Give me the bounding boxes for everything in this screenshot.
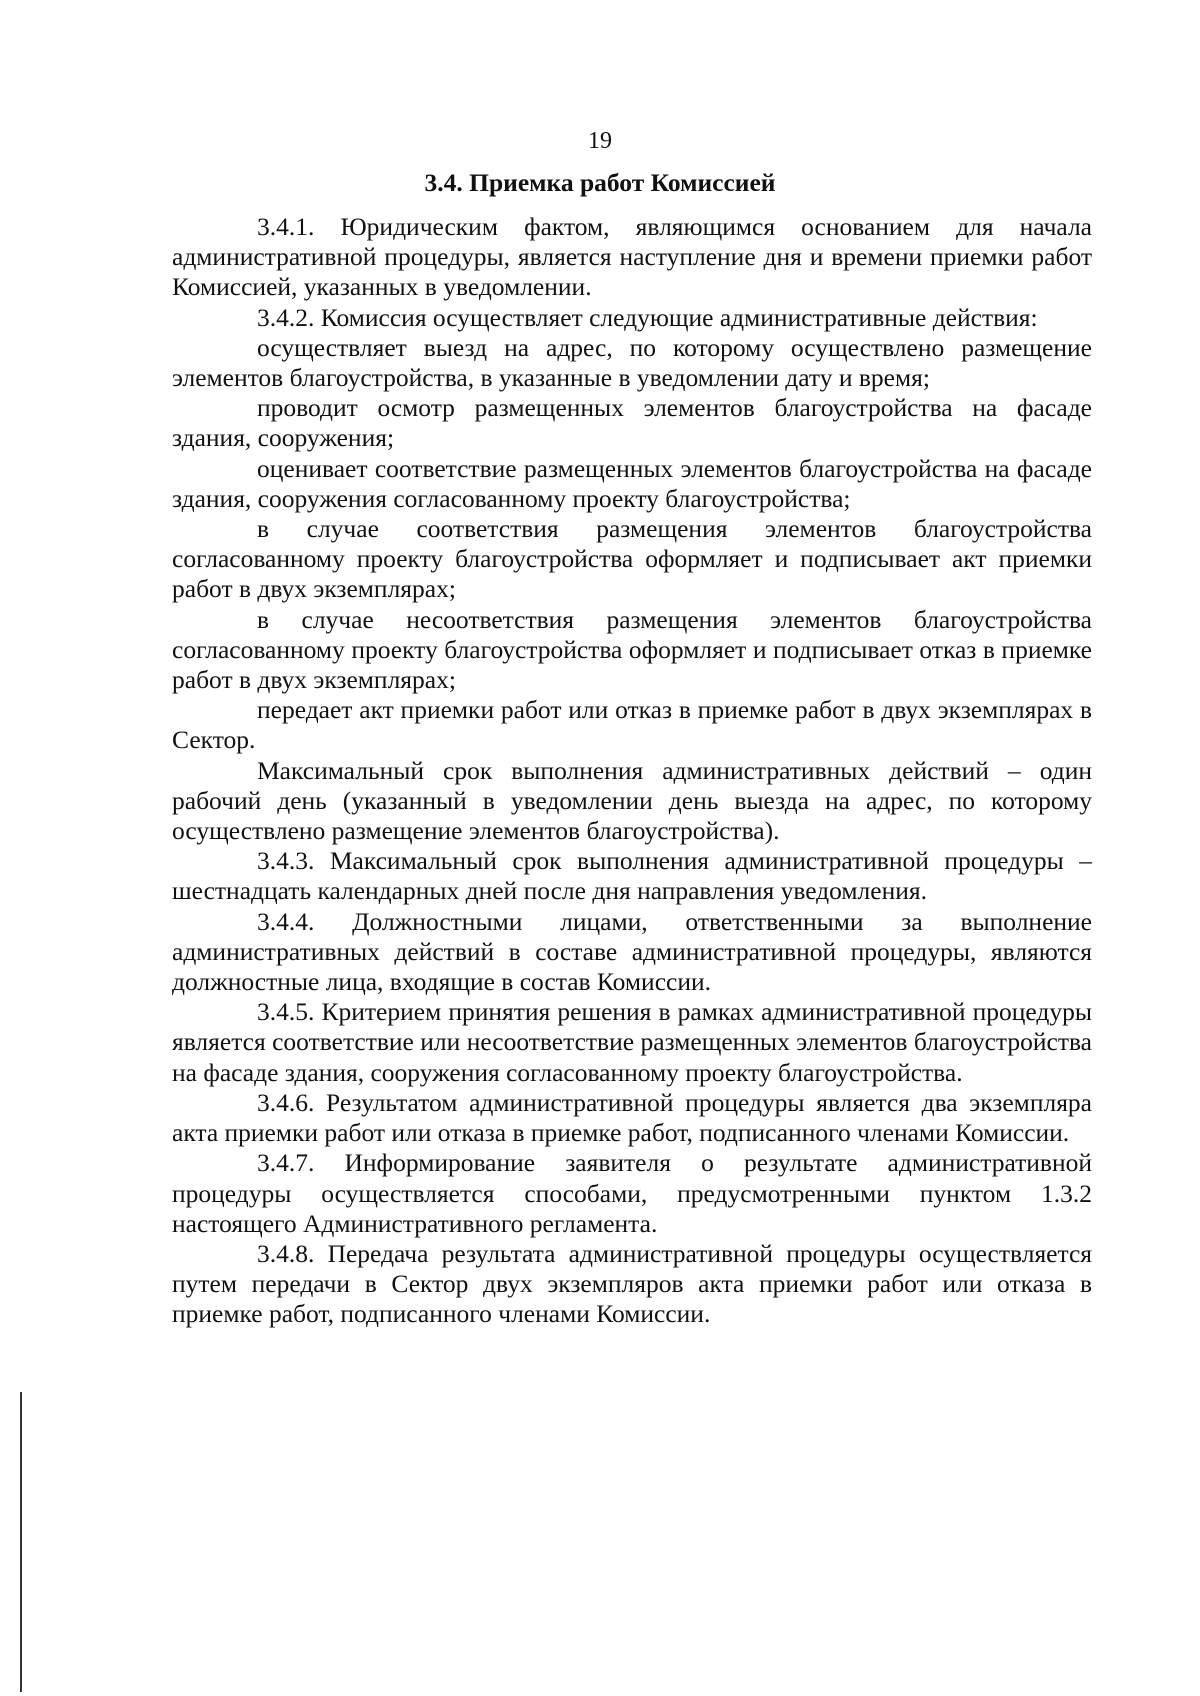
paragraph-3-4-3: 3.4.3. Максимальный срок выполнения административной процедуры – шестнадцать календарных дней после дня направления уведомления.	[172, 846, 1092, 906]
action-item: осуществляет выезд на адрес, по которому осуществлено размещение элементов благоустройства, в указанные в уведомлении дату и время;	[172, 332, 1092, 393]
action-item: в случае соответствия размещения элементов благоустройства согласованному проекту благоустройства оформляет и подписывает акт приемки работ в двух экземплярах;	[172, 514, 1092, 604]
paragraph-3-4-1: 3.4.1. Юридическим фактом, являющимся основанием для начала административной процедуры, является наступление дня и времени приемки работ Комиссией, указанных в уведомлении.	[172, 212, 1092, 302]
scan-edge-line	[20, 1392, 22, 1692]
paragraph-3-4-8: 3.4.8. Передача результата административной процедуры осуществляется путем передачи в Сектор двух экземпляров акта приемки работ или отказа в приемке работ, подписанного членами Комиссии.	[172, 1238, 1092, 1329]
action-item: проводит осмотр размещенных элементов благоустройства на фасаде здания, сооружения;	[172, 393, 1092, 453]
action-item: передает акт приемки работ или отказ в приемке работ в двух экземплярах в Сектор.	[172, 695, 1092, 755]
paragraph-3-4-5: 3.4.5. Критерием принятия решения в рамках административной процедуры является соответствие или несоответствие размещенных элементов благоустройства на фасаде здания, сооружения согласованному проекту благоустройства.	[172, 997, 1092, 1087]
section-title: 3.4. Приемка работ Комиссией	[424, 168, 776, 197]
action-item: в случае несоответствия размещения элементов благоустройства согласованному проекту благоустройства оформляет и подписывает отказ в приемке работ в двух экземплярах;	[172, 604, 1092, 695]
page-number: 19	[588, 128, 612, 154]
paragraph-max-term: Максимальный срок выполнения административных действий – один рабочий день (указанный в уведомлении день выезда на адрес, по которому осуществлено размещение элементов благоустройства).	[172, 755, 1092, 846]
document-body	[172, 212, 1092, 1330]
paragraph-3-4-4: 3.4.4. Должностными лицами, ответственными за выполнение административных действий в составе административной процедуры, являются должностные лица, входящие в состав Комиссии.	[172, 906, 1092, 997]
action-item: оценивает соответствие размещенных элементов благоустройства на фасаде здания, сооружения согласованному проекту благоустройства;	[172, 453, 1092, 513]
paragraph-3-4-6: 3.4.6. Результатом административной процедуры является два экземпляра акта приемки работ или отказа в приемке работ, подписанного членами Комиссии.	[172, 1087, 1092, 1148]
paragraph-3-4-2: 3.4.2. Комиссия осуществляет следующие административные действия:	[257, 302, 1038, 332]
paragraph-3-4-7: 3.4.7. Информирование заявителя о результате административной процедуры осуществляется способами, предусмотренными пунктом 1.3.2 настоящего Административного регламента.	[172, 1148, 1092, 1238]
